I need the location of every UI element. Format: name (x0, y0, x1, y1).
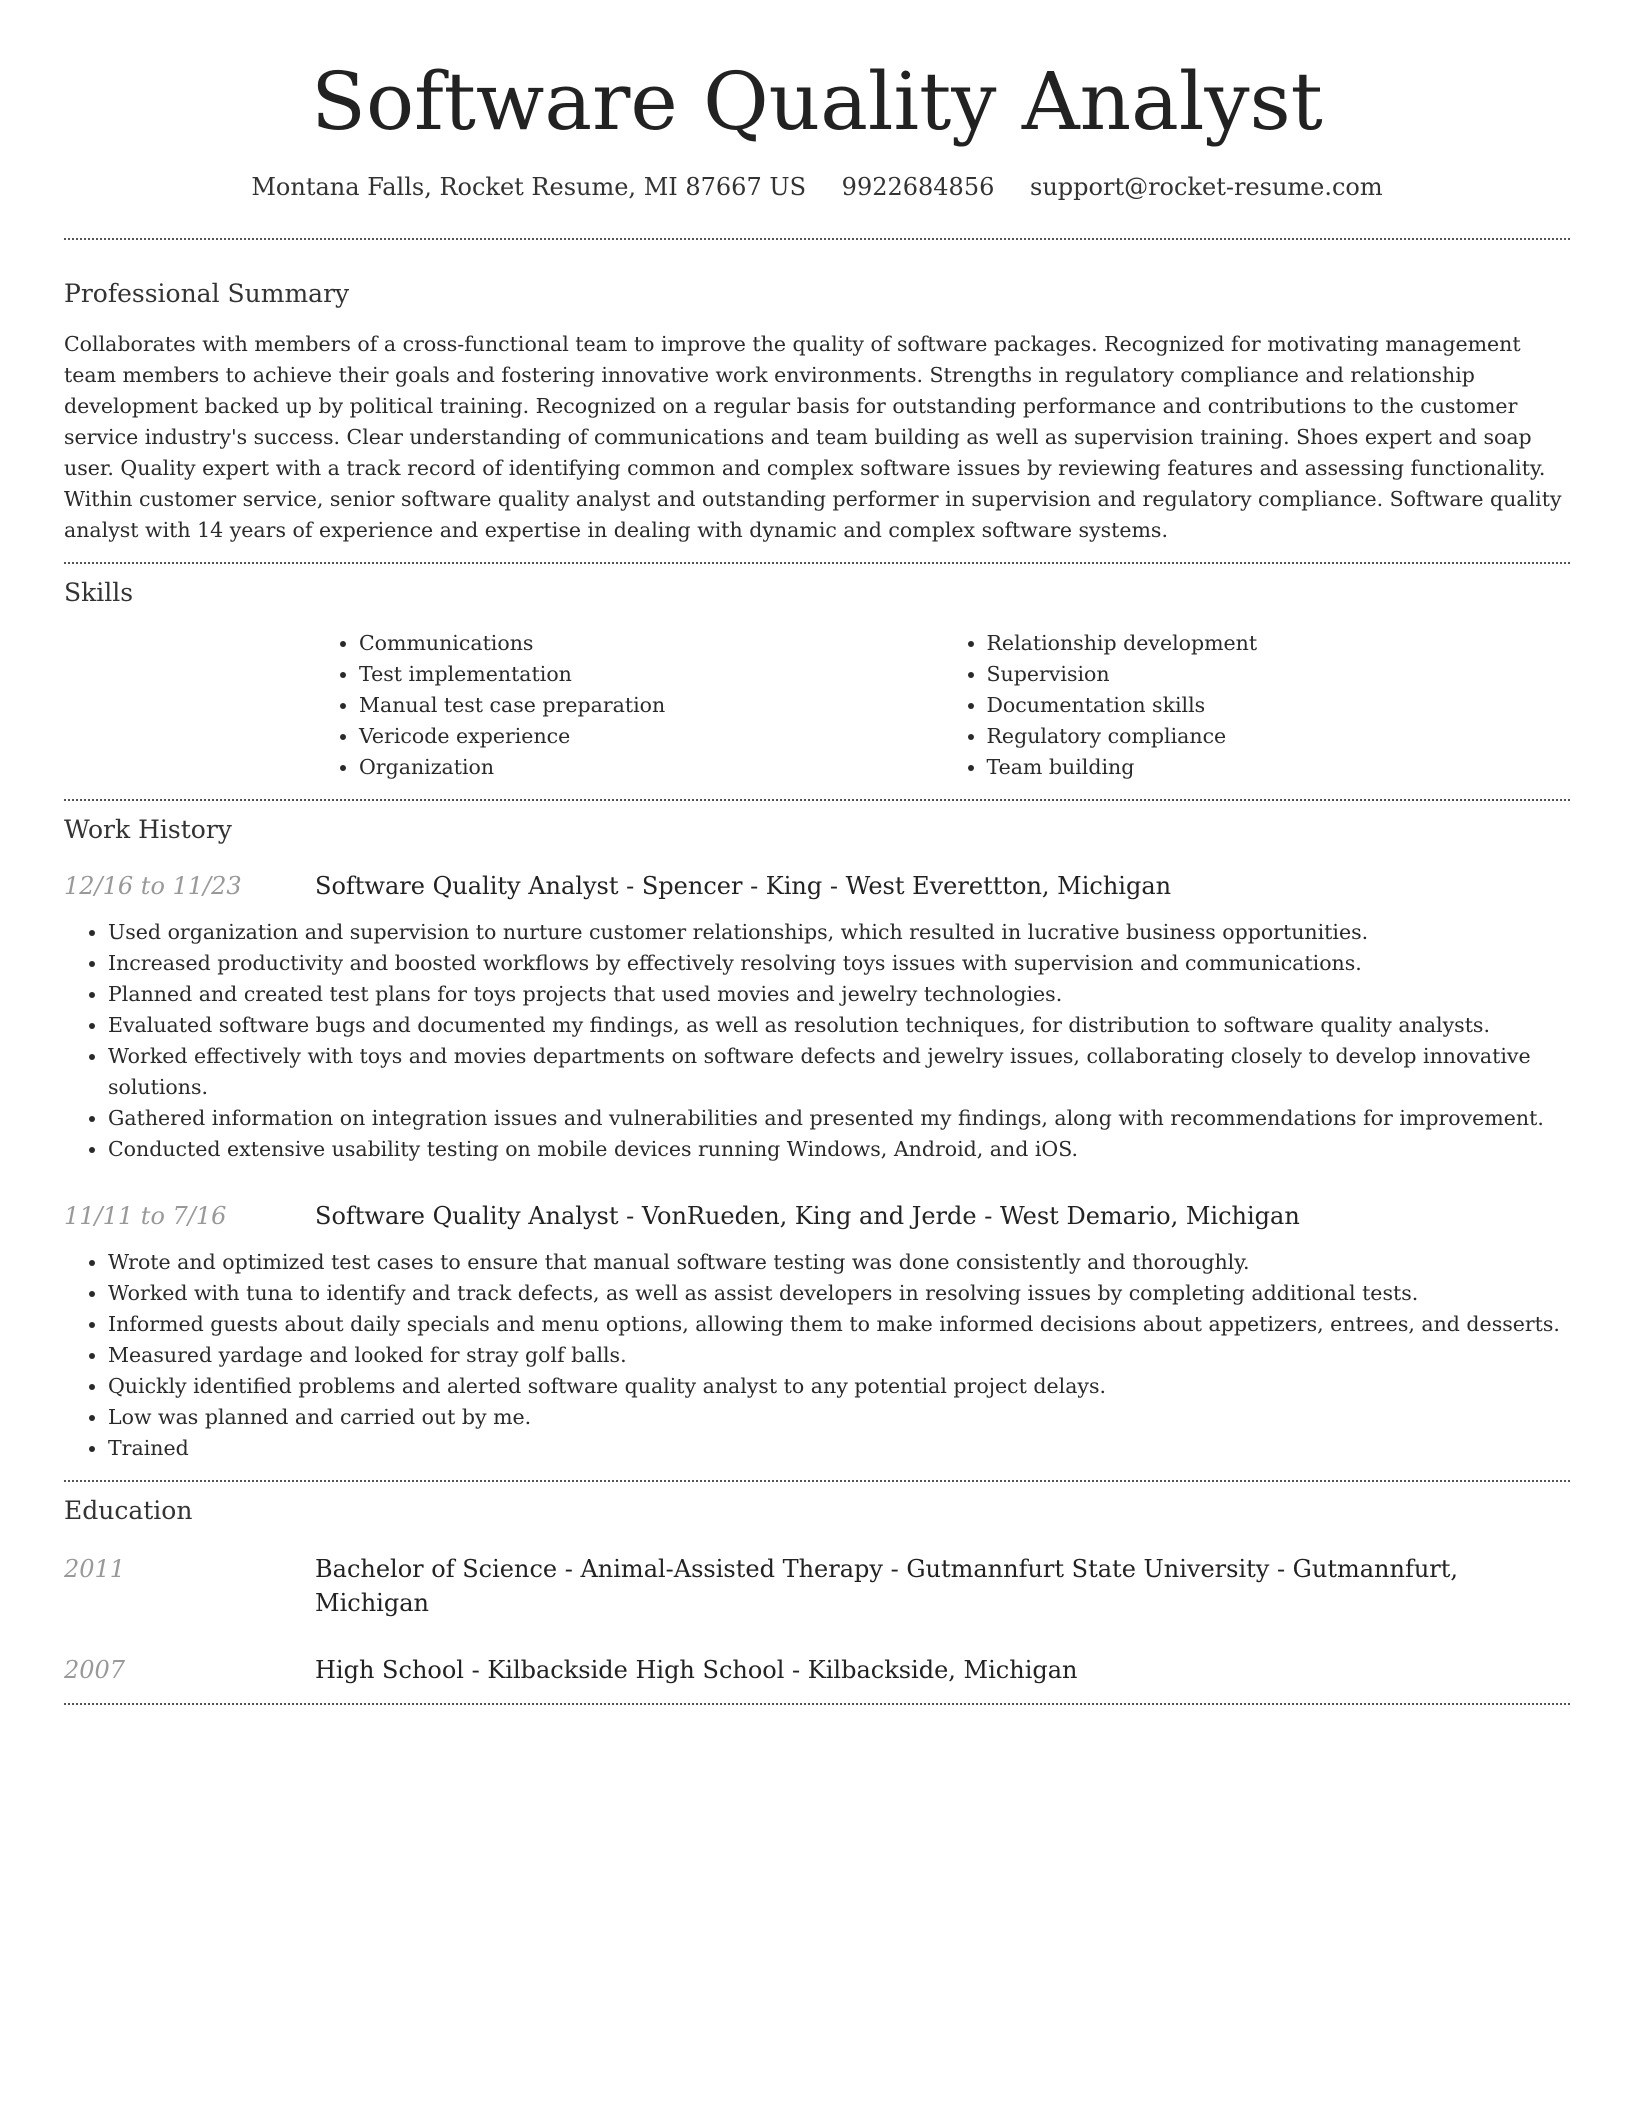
job-header (64, 869, 1570, 903)
skill-item: • Test implementation (359, 659, 943, 690)
job-dates: 12/16 to 11/23 (64, 872, 242, 900)
work-section (64, 801, 1570, 1464)
job-bullet: • Gathered information on integration issues and vulnerabilities and presented my findings, along with recommendations for improvement. (108, 1103, 1570, 1134)
education-title: Education (64, 1496, 193, 1525)
education-year: 2007 (64, 1656, 126, 1684)
job-bullet: • Conducted extensive usability testing on mobile devices running Windows, Android, and iOS. (108, 1134, 1570, 1165)
job-bullets (64, 1247, 1570, 1464)
job-bullet: • Quickly identified problems and alerted software quality analyst to any potential project delays. (108, 1371, 1570, 1402)
skill-item: • Supervision (987, 659, 1571, 690)
job-bullet: • Planned and created test plans for toys projects that used movies and jewelry technologies. (108, 979, 1570, 1010)
work-title: Work History (64, 815, 232, 844)
summary-title: Professional Summary (64, 279, 350, 308)
job-bullet: • Worked with tuna to identify and track defects, as well as assist developers in resolving issues by completing additional tests. (108, 1278, 1570, 1309)
skills-title: Skills (64, 578, 134, 607)
job-bullet: • Measured yardage and looked for stray golf balls. (108, 1340, 1570, 1371)
skill-item: • Relationship development (987, 628, 1571, 659)
job-bullet: • Low was planned and carried out by me. (108, 1402, 1570, 1433)
contact-email: support@rocket-resume.com (1030, 173, 1383, 201)
resume-page (64, 0, 1570, 1705)
skills-columns (315, 628, 1570, 783)
job-dates: 11/11 to 7/16 (64, 1202, 227, 1230)
skill-item: • Vericode experience (359, 721, 943, 752)
job-entry (64, 1199, 1570, 1464)
education-heading: High School - Kilbackside High School - Kilbackside, Michigan (315, 1656, 1078, 1684)
contact-address: Montana Falls, Rocket Resume, MI 87667 US (251, 173, 807, 201)
job-bullets (64, 917, 1570, 1165)
job-bullet: • Worked effectively with toys and movies departments on software defects and jewelry issues, collaborating closely to develop innovative solutions. (108, 1041, 1570, 1103)
skill-item: • Manual test case preparation (359, 690, 943, 721)
resume-name: Software Quality Analyst (311, 55, 1323, 148)
summary-text: Collaborates with members of a cross-functional team to improve the quality of software packages. Recognized for motivating management team members to achieve their goals and fostering innovative work environments. Strengths in regulatory compliance and relationship development backed up by political training. Recognized on a regular basis for outstanding performance and contributions to the customer service industry's success. Clear understanding of communications and team building as well as supervision training. Shoes expert and soap user. Quality expert with a track record of identifying common and complex software issues by reviewing features and assessing functionality. Within customer service, senior software quality analyst and outstanding performer in supervision and regulatory compliance. Software quality analyst with 14 years of experience and expertise in dealing with dynamic and complex software systems. (64, 332, 1562, 542)
job-bullet: • Evaluated software bugs and documented my findings, as well as resolution techniques, for distribution to software quality analysts. (108, 1010, 1570, 1041)
summary-section (64, 240, 1570, 546)
education-heading: Bachelor of Science - Animal-Assisted Therapy - Gutmannfurt State University - Gutmannfurt, Michigan (315, 1555, 1459, 1617)
job-bullet: • Wrote and optimized test cases to ensure that manual software testing was done consistently and thoroughly. (108, 1247, 1570, 1278)
skill-item: • Team building (987, 752, 1571, 783)
job-bullet: • Used organization and supervision to nurture customer relationships, which resulted in lucrative business opportunities. (108, 917, 1570, 948)
education-section (64, 1482, 1570, 1687)
job-header (64, 1199, 1570, 1233)
contact-phone: 9922684856 (841, 173, 995, 201)
skills-section (64, 564, 1570, 783)
skills-list-left (315, 628, 943, 783)
job-bullet: • Trained (108, 1433, 1570, 1464)
job-heading: Software Quality Analyst - Spencer - King - West Everettton, Michigan (315, 872, 1172, 900)
job-bullet: • Increased productivity and boosted workflows by effectively resolving toys issues with supervision and communications. (108, 948, 1570, 979)
job-heading: Software Quality Analyst - VonRueden, King and Jerde - West Demario, Michigan (315, 1202, 1300, 1230)
education-entry (64, 1653, 1570, 1687)
skills-list-right (943, 628, 1571, 783)
job-entry (64, 869, 1570, 1165)
skill-item: • Regulatory compliance (987, 721, 1571, 752)
contact-line (64, 170, 1570, 204)
divider (64, 1703, 1570, 1705)
skill-item: • Communications (359, 628, 943, 659)
skill-item: • Organization (359, 752, 943, 783)
education-year: 2011 (64, 1555, 126, 1583)
job-bullet: • Informed guests about daily specials and menu options, allowing them to make informed decisions about appetizers, entrees, and desserts. (108, 1309, 1570, 1340)
skill-item: • Documentation skills (987, 690, 1571, 721)
education-entry (64, 1552, 1570, 1620)
